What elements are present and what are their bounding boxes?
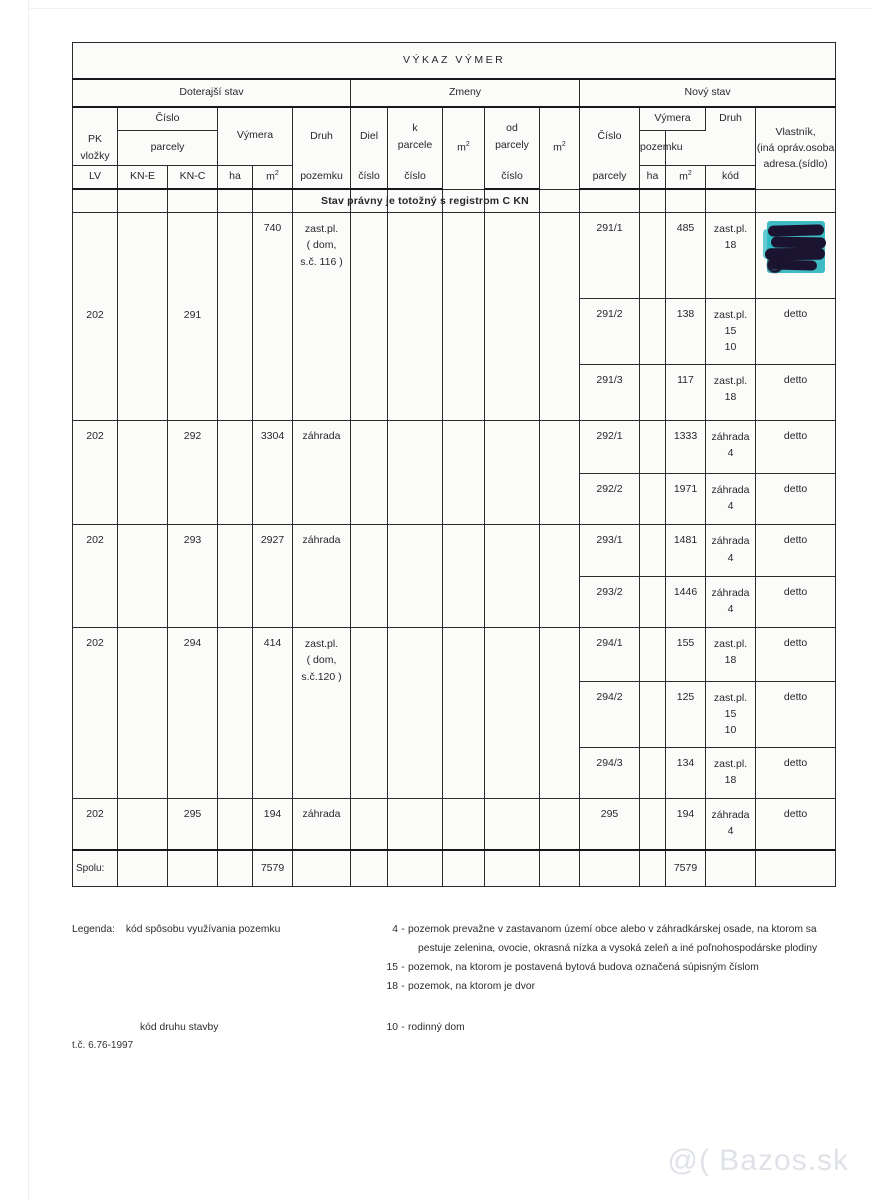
cell-new-parcela: 294/1 [580, 628, 640, 681]
cell-prev-kn-c: 295 [168, 799, 218, 850]
cell-new-m2: 125 [666, 681, 706, 747]
header-druh-new: Druh [706, 107, 756, 131]
cell-prev-druh [293, 628, 351, 799]
legend-item [372, 977, 862, 996]
total-blank-diel [351, 850, 388, 886]
legend-label: Legenda: [72, 924, 115, 935]
header-m2-b-text: m [553, 141, 562, 154]
header-m2-new-text: m [679, 170, 688, 183]
cell-new-druh [706, 576, 756, 627]
total-blank-knc [168, 850, 218, 886]
cell-new-m2: 1446 [666, 576, 706, 627]
cell-prev-lv: 202 [73, 420, 118, 525]
cell-new-m2: 134 [666, 747, 706, 798]
total-blank-ha [218, 850, 253, 886]
cell-new-parcela: 294/2 [580, 681, 640, 747]
cell-prev-ha [218, 628, 253, 799]
legend-item-text: pozemok, na ktorom je dvor [408, 981, 536, 993]
page-title: VÝKAZ VÝMER [73, 43, 836, 79]
legend-item [372, 1018, 862, 1037]
legend-item-text-l2: pestuje zelenina, ovocie, okrasná nízka a vysoká zeleň a iné poľnohospodárske plodiny [418, 943, 818, 955]
cell-prev-ha [218, 525, 253, 628]
header-m2-prev-text: m [266, 170, 275, 183]
cell-new-vlastnik: detto [756, 576, 836, 627]
cell-new-parcela: 294/3 [580, 747, 640, 798]
cell-new-ha [640, 298, 666, 364]
cell-new-kod1: 18 [724, 391, 737, 404]
cell-new-parcela: 291/3 [580, 364, 640, 420]
legend-dash: - [401, 981, 405, 993]
vykaz-vymer-table [72, 42, 836, 887]
cell-new-vlastnik: detto [756, 799, 836, 850]
cell-new-ha [640, 681, 666, 747]
cell-new-parcela: 291/2 [580, 298, 640, 364]
cell-prev-kn-c: 294 [168, 628, 218, 799]
header-vymera-new: Výmera [640, 107, 706, 131]
legend-dash: - [401, 1022, 405, 1034]
cell-prev-druh-l2: ( dom, [306, 654, 337, 667]
cell-prev-druh: záhrada [293, 799, 351, 850]
legend-block-use [72, 920, 862, 996]
cell-prev-kn-e [118, 213, 168, 420]
header-m2-b-sup: 2 [561, 140, 566, 148]
cell-prev-ha [218, 420, 253, 525]
legend-dash: - [401, 924, 405, 935]
legend-use-title [72, 920, 372, 996]
cell-new-druh [706, 474, 756, 525]
cell-new-kod1: 15 [724, 324, 737, 337]
header-ha-new: ha [640, 166, 666, 190]
header-pozemku-prev: pozemku [293, 166, 351, 190]
cell-new-vlastnik: detto [756, 747, 836, 798]
cell-new-druh-text: zast.pl. [713, 308, 748, 321]
header-vlastnik [756, 107, 836, 189]
cell-new-m2: 1333 [666, 420, 706, 473]
header-od-cislo: číslo [485, 166, 540, 190]
cell-prev-druh: záhrada [293, 420, 351, 525]
header-blank-pk-top [73, 107, 118, 131]
cell-new-druh-text: záhrada [711, 535, 750, 548]
legend-item-code: 10 [386, 1022, 398, 1034]
cell-new-druh-text: zast.pl. [713, 638, 748, 651]
header-m2-new-sup: 2 [687, 169, 692, 177]
total-blank-m2b [540, 850, 580, 886]
cell-new-druh-text: záhrada [711, 430, 750, 443]
header-od-line2: parcely [495, 138, 529, 151]
cell-new-kod1: 4 [727, 551, 734, 564]
legend-dash: - [401, 962, 405, 974]
legend-item-text: rodinný dom [408, 1022, 465, 1034]
cell-new-kod1: 4 [727, 602, 734, 615]
total-blank-druh [293, 850, 351, 886]
header-new-parcely: parcely [580, 166, 640, 190]
header-kod-new: kód [706, 166, 756, 190]
header-k-parcele [388, 107, 443, 166]
cell-prev-kn-e [118, 420, 168, 525]
cell-prev-kn-c: 293 [168, 525, 218, 628]
cell-new-kod1: 4 [727, 500, 734, 513]
cell-new-ha [640, 474, 666, 525]
legend-item-text [408, 920, 862, 958]
form-code: t.č. 6.76-1997 [72, 1040, 134, 1051]
header-parcely-prev: parcely [118, 130, 218, 165]
total-blank-newparcela [580, 850, 640, 886]
header-ha-prev: ha [218, 166, 253, 190]
total-blank-k [388, 850, 443, 886]
cell-new-druh-text: zast.pl. [713, 691, 748, 704]
cell-new-druh [706, 525, 756, 576]
header-m2-changes-b [540, 107, 580, 189]
header-m2-a-text: m [457, 141, 466, 154]
cell-prev-druh-l1: zast.pl. [304, 638, 339, 651]
cell-new-kod1: 4 [727, 446, 734, 459]
legend-build-title: kód druhu stavby [140, 1022, 219, 1034]
cell-prev-m2: 740 [253, 213, 293, 420]
total-prev-m2: 7579 [253, 850, 293, 886]
cell-new-vlastnik: detto [756, 628, 836, 681]
legend-item [372, 920, 862, 958]
cell-new-vlastnik: detto [756, 364, 836, 420]
legend-item-code: 4 [392, 924, 398, 935]
cell-new-druh-text: zast.pl. [713, 223, 748, 236]
scan-edge-left [28, 0, 29, 1200]
header-cislo: Číslo [118, 107, 218, 131]
header-kn-c: KN-C [168, 166, 218, 190]
header-m2-prev-sup: 2 [274, 169, 279, 177]
cell-prev-kn-e [118, 628, 168, 799]
total-label: Spolu: [73, 850, 118, 886]
cell-prev-druh-l2: ( dom, [306, 239, 337, 252]
cell-new-kod1: 15 [724, 707, 737, 720]
cell-prev-ha [218, 213, 253, 420]
cell-prev-kn-c: 292 [168, 420, 218, 525]
header-diel: Diel [351, 107, 388, 166]
cell-new-kod1: 18 [724, 654, 737, 667]
cell-new-m2: 1481 [666, 525, 706, 576]
cell-new-kod1: 18 [724, 774, 737, 787]
header-pk-vlozky [73, 130, 118, 165]
group-heading-previous: Doterajší stav [73, 79, 351, 107]
cell-new-ha [640, 628, 666, 681]
header-lv: LV [73, 166, 118, 190]
cell-new-kod1: 18 [724, 239, 737, 252]
cell-new-druh [706, 364, 756, 420]
cell-new-druh [706, 628, 756, 681]
cell-prev-lv: 202 [73, 799, 118, 850]
legend-item-code: 15 [386, 962, 398, 974]
header-pozemku-new: pozemku [640, 130, 666, 165]
cell-prev-kn-e [118, 799, 168, 850]
total-blank-newha [640, 850, 666, 886]
legend-use-items [372, 920, 862, 996]
cell-prev-m2: 2927 [253, 525, 293, 628]
watermark: @( Bazos.sk [667, 1144, 849, 1177]
header-druh-prev: Druh [293, 107, 351, 166]
cell-new-vlastnik: detto [756, 420, 836, 473]
cell-new-m2: 194 [666, 799, 706, 850]
header-kn-e: KN-E [118, 166, 168, 190]
cell-new-m2: 117 [666, 364, 706, 420]
legend-item-text: pozemok, na ktorom je postavená bytová budova označená súpisným číslom [408, 962, 759, 974]
cell-new-parcela: 295 [580, 799, 640, 850]
legend-build-items [372, 1018, 862, 1037]
cell-prev-ha [218, 799, 253, 850]
cell-new-ha [640, 799, 666, 850]
header-k-line2: parcele [397, 138, 433, 151]
cell-new-druh [706, 799, 756, 850]
cell-new-druh-text: zast.pl. [713, 757, 748, 770]
cell-new-vlastnik: detto [756, 681, 836, 747]
legend-item-code: 18 [386, 981, 398, 993]
cell-prev-lv: 202 [73, 628, 118, 799]
cell-prev-druh [293, 213, 351, 420]
legend-block-build [72, 1018, 862, 1037]
cell-new-ha [640, 213, 666, 299]
cell-new-kod1: 4 [727, 825, 734, 838]
header-k-cislo: číslo [388, 166, 443, 190]
cell-new-kod2: 10 [724, 341, 737, 354]
scan-edge-top [28, 8, 873, 9]
legend-item [372, 958, 862, 977]
cell-new-vlastnik: detto [756, 298, 836, 364]
cell-prev-m2: 3304 [253, 420, 293, 525]
cell-new-druh-text: záhrada [711, 484, 750, 497]
cell-new-druh [706, 213, 756, 299]
cell-new-m2: 1971 [666, 474, 706, 525]
cell-new-druh-text: záhrada [711, 809, 750, 822]
cell-new-vlastnik: detto [756, 474, 836, 525]
cell-new-vlastnik: detto [756, 525, 836, 576]
header-vlastnik-line2: (iná opráv.osoba [756, 141, 835, 154]
cell-new-m2: 485 [666, 213, 706, 299]
header-m2-a-sup: 2 [465, 140, 470, 148]
cell-new-ha [640, 364, 666, 420]
cell-new-druh-text: zast.pl. [713, 374, 748, 387]
total-new-m2: 7579 [666, 850, 706, 886]
total-blank-newdruh [706, 850, 756, 886]
vykaz-vymer-sheet [72, 42, 835, 887]
header-vlozky: vložky [80, 149, 110, 162]
header-cislo-parcely-new [580, 107, 640, 166]
cell-new-druh-text: záhrada [711, 586, 750, 599]
cell-new-parcela: 293/2 [580, 576, 640, 627]
cell-new-kod2: 10 [724, 724, 737, 737]
cell-prev-druh: záhrada [293, 525, 351, 628]
header-pk: PK [87, 133, 102, 146]
cell-prev-m2: 194 [253, 799, 293, 850]
total-blank-od [485, 850, 540, 886]
cell-new-druh [706, 681, 756, 747]
cell-prev-druh-l3: s.č.120 ) [301, 670, 342, 683]
cell-new-m2: 138 [666, 298, 706, 364]
header-od-parcely [485, 107, 540, 166]
cell-new-ha [640, 525, 666, 576]
cell-prev-m2: 414 [253, 628, 293, 799]
status-banner: Stav právny je totožný s registrom C KN [321, 195, 529, 208]
cell-prev-kn-c: 291 [168, 213, 218, 420]
header-vlastnik-line3: adresa.(sídlo) [763, 158, 828, 171]
header-od-line1: od [506, 122, 518, 135]
cell-new-ha [640, 420, 666, 473]
total-blank-kne [118, 850, 168, 886]
header-k-line1: k [412, 122, 418, 135]
total-blank-m2a [443, 850, 485, 886]
header-diel-cislo: číslo [351, 166, 388, 190]
legend-item-text-l1: pozemok prevažne v zastavanom území obce alebo v záhradkárskej osade, na ktorom sa [408, 924, 817, 935]
cell-new-druh [706, 747, 756, 798]
cell-new-druh [706, 298, 756, 364]
total-blank-vlastnik [756, 850, 836, 886]
cell-new-parcela: 291/1 [580, 213, 640, 299]
cell-new-ha [640, 576, 666, 627]
cell-new-m2: 155 [666, 628, 706, 681]
header-new-cislo: Číslo [597, 130, 622, 143]
header-vlastnik-line1: Vlastník, [775, 125, 816, 138]
legend [72, 920, 862, 1037]
header-vymera-prev: Výmera [218, 107, 293, 166]
cell-new-parcela: 292/1 [580, 420, 640, 473]
header-m2-changes-a [443, 107, 485, 189]
cell-new-parcela: 293/1 [580, 525, 640, 576]
group-heading-changes: Zmeny [351, 79, 580, 107]
legend-use-code-title: kód spôsobu využívania pozemku [125, 924, 281, 935]
cell-new-vlastnik [756, 213, 836, 299]
header-m2-prev [253, 166, 293, 190]
group-heading-new: Nový stav [580, 79, 836, 107]
cell-prev-druh-l1: zast.pl. [304, 223, 339, 236]
cell-prev-kn-e [118, 525, 168, 628]
cell-prev-druh-l3: s.č. 116 ) [300, 255, 343, 268]
cell-new-parcela: 292/2 [580, 474, 640, 525]
redaction-mark [763, 215, 829, 277]
cell-prev-lv: 202 [73, 525, 118, 628]
header-m2-new [666, 166, 706, 190]
cell-new-ha [640, 747, 666, 798]
cell-new-druh [706, 420, 756, 473]
cell-prev-lv: 202 [73, 213, 118, 420]
